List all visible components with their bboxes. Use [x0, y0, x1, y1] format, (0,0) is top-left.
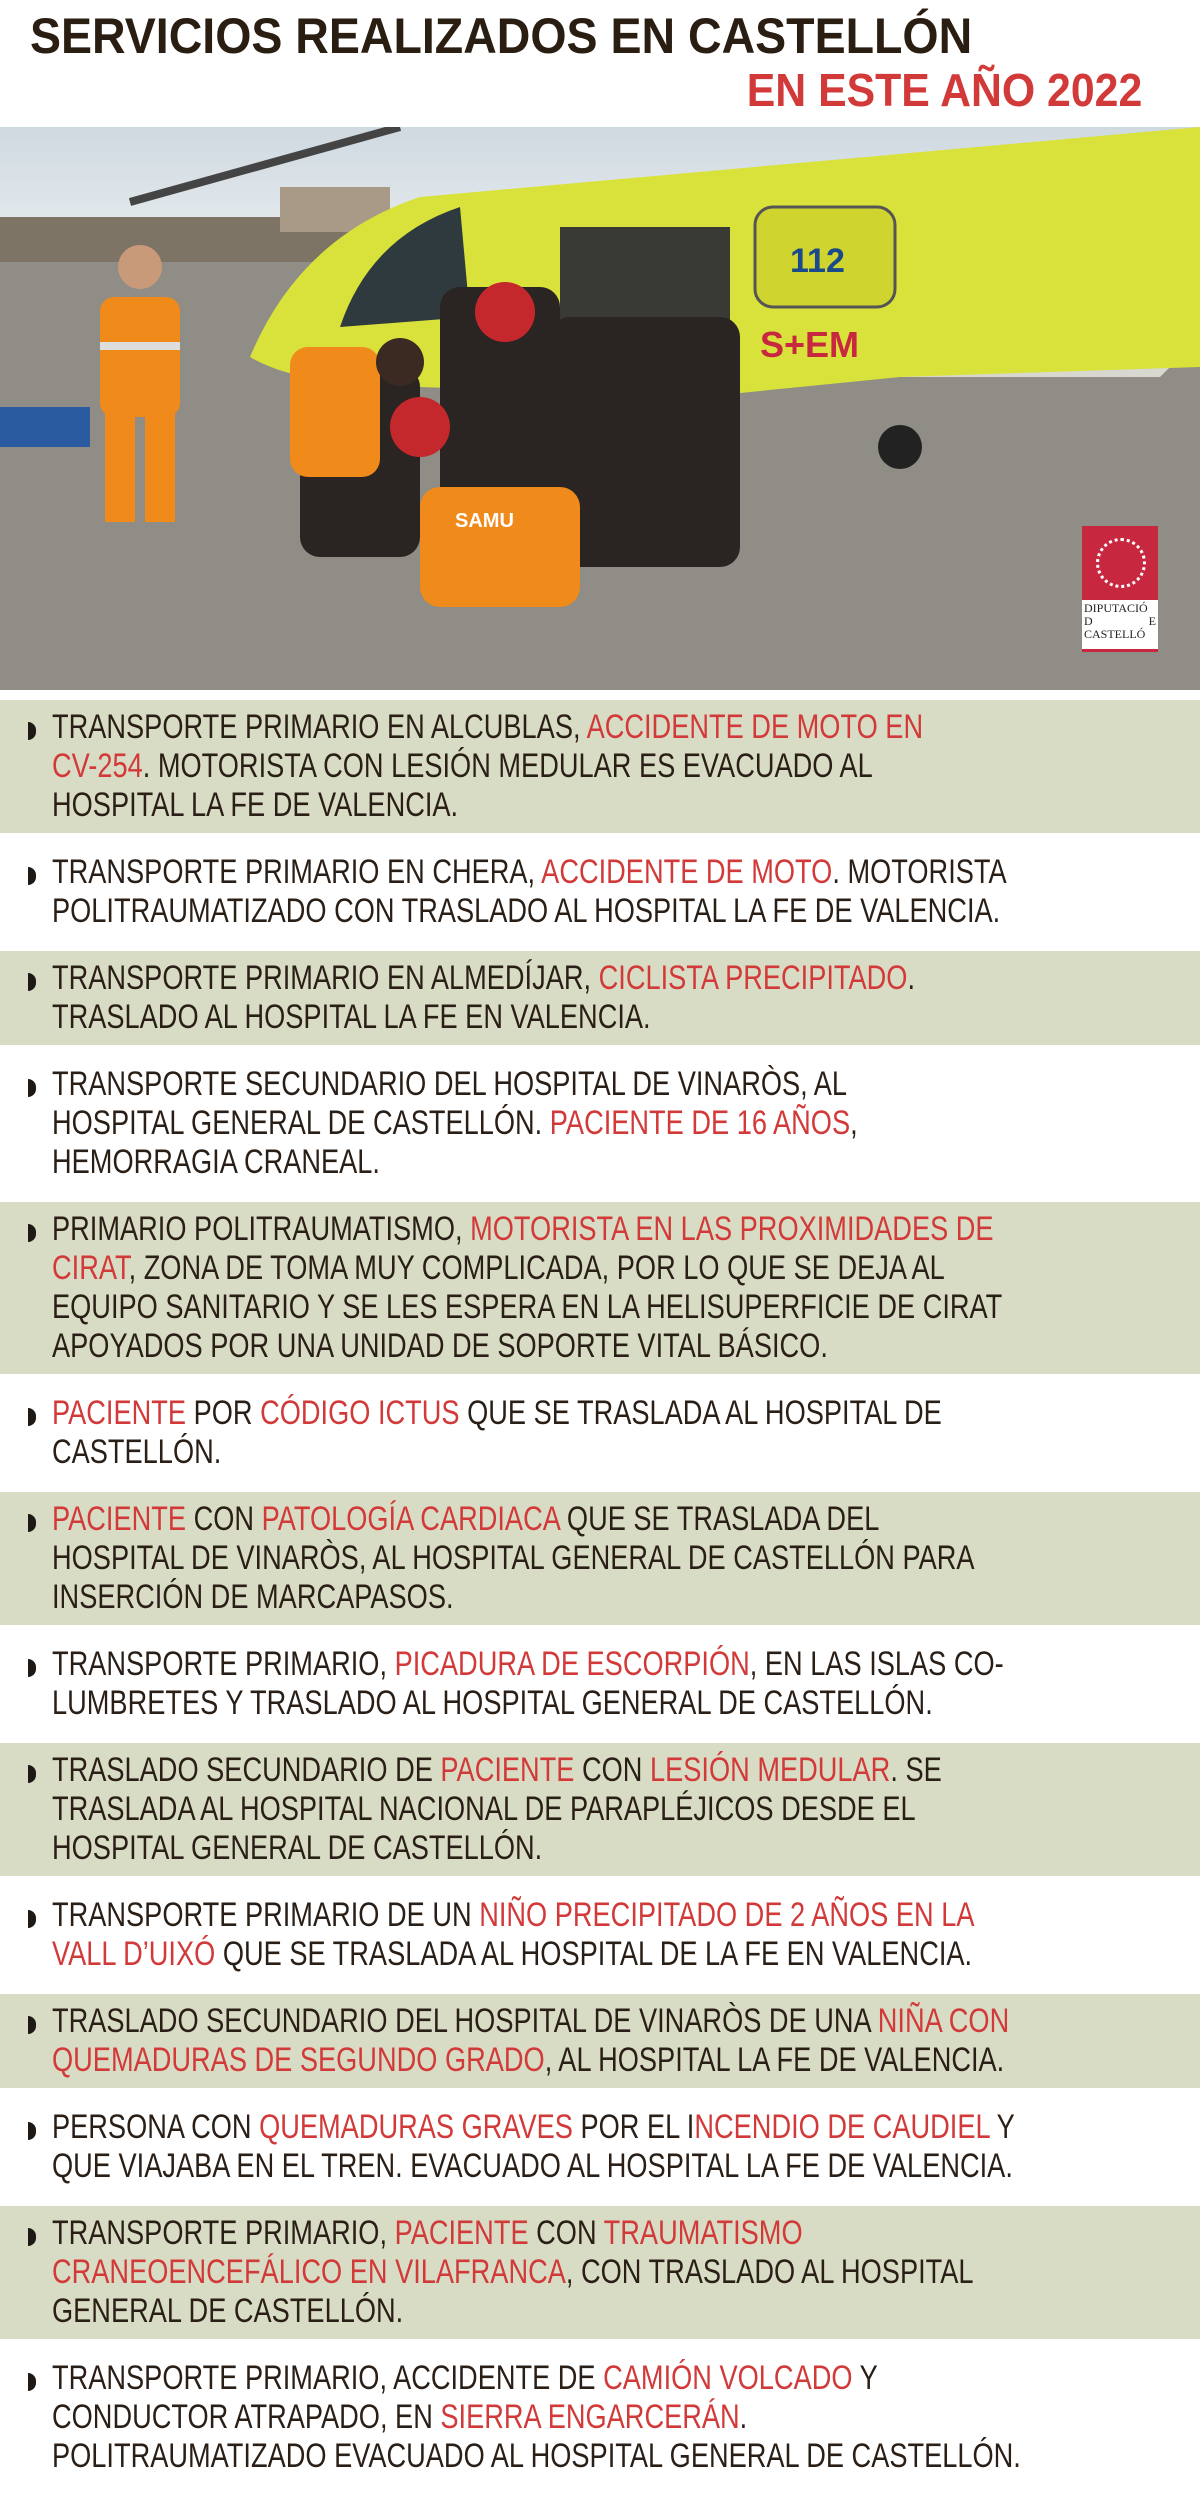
highlighted-text: NIÑO PRECIPITADO DE 2 AÑOS EN LA — [479, 1896, 975, 1934]
text-segment: TRANSPORTE PRIMARIO EN ALCUBLAS, — [52, 708, 587, 746]
bullet-icon — [28, 1514, 36, 1532]
service-item — [0, 845, 1200, 939]
services-list — [0, 700, 1200, 2496]
text-segment: TRANSPORTE PRIMARIO DE UN — [52, 1896, 480, 1934]
highlighted-text: QUEMADURAS GRAVES — [259, 2108, 573, 2146]
text-segment: HEMORRAGIA CRANEAL. — [52, 1143, 380, 1181]
service-text-line — [52, 1327, 970, 1366]
text-segment: CONDUCTOR ATRAPADO, EN — [52, 2398, 441, 2436]
text-segment: APOYADOS POR UNA UNIDAD DE SOPORTE VITAL BÁSICO. — [52, 1327, 828, 1365]
helicopter-label: S+EM — [760, 324, 860, 365]
service-text-line — [52, 1684, 970, 1723]
text-segment: . MOTORISTA — [832, 853, 1007, 891]
text-segment: QUE SE TRASLADA DEL — [559, 1500, 880, 1538]
highlighted-text: NIÑA CON — [877, 2002, 1010, 2040]
bullet-icon — [28, 1079, 36, 1097]
text-segment: CON — [186, 1500, 262, 1538]
service-text-line — [52, 1249, 970, 1288]
text-segment: CON — [528, 2214, 604, 2252]
text-segment: . — [739, 2398, 748, 2436]
text-segment: LUMBRETES Y TRASLADO AL HOSPITAL GENERAL DE CASTELLÓN. — [52, 1684, 933, 1722]
text-segment: TRANSPORTE PRIMARIO, — [52, 2214, 395, 2252]
service-item — [0, 1888, 1200, 1982]
text-segment: PRIMARIO POLITRAUMATISMO, — [52, 1210, 471, 1248]
text-segment: QUE SE TRASLADA AL HOSPITAL DE LA FE EN VALENCIA. — [215, 1935, 973, 1973]
bullet-icon — [28, 1408, 36, 1426]
highlighted-text: CIRAT — [52, 1249, 129, 1287]
service-item — [0, 2206, 1200, 2339]
text-segment: TRANSPORTE PRIMARIO, ACCIDENTE DE — [52, 2359, 604, 2397]
service-text-line — [52, 2398, 970, 2437]
highlighted-text: PATOLOGÍA CARDIACA — [261, 1500, 560, 1538]
text-segment: , — [850, 1104, 858, 1142]
highlighted-text: PACIENTE DE 16 AÑOS — [549, 1104, 851, 1142]
service-text-line — [52, 853, 1007, 892]
service-text-line — [52, 1751, 970, 1790]
service-text-line — [52, 1143, 970, 1182]
logo-text: DIPUTACIÓ D E CASTELLÓ — [1084, 601, 1156, 641]
text-segment: TRASLADA AL HOSPITAL NACIONAL DE PARAPLÉJICOS DESDE EL — [52, 1790, 916, 1828]
service-text-line — [52, 1210, 994, 1249]
text-segment: GENERAL DE CASTELLÓN. — [52, 2292, 404, 2330]
text-segment: TRANSPORTE PRIMARIO EN CHERA, — [52, 853, 542, 891]
text-segment: TRANSPORTE PRIMARIO EN ALMEDÍJAR, — [52, 959, 599, 997]
highlighted-text: PICADURA DE ESCORPIÓN — [394, 1645, 750, 1683]
highlighted-text: VALL D’UIXÓ — [52, 1935, 216, 1973]
highlighted-text: PACIENTE — [52, 1500, 187, 1538]
service-text-line — [52, 1645, 1004, 1684]
text-segment: POR EL I — [572, 2108, 695, 2146]
service-item — [0, 1637, 1200, 1731]
text-segment: , ZONA DE TOMA MUY COMPLICADA, POR LO QUE SE DEJA AL — [128, 1249, 945, 1287]
bullet-icon — [28, 1224, 36, 1242]
service-text-line — [52, 2002, 1010, 2041]
service-text-line — [52, 786, 970, 825]
highlighted-text: NCENDIO DE CAUDIEL — [694, 2108, 990, 2146]
text-segment: , AL HOSPITAL LA FE DE VALENCIA. — [544, 2041, 1005, 2079]
text-segment: CON — [574, 1751, 650, 1789]
text-segment: . — [907, 959, 916, 997]
service-text-line — [52, 747, 970, 786]
bullet-icon — [28, 2016, 36, 2034]
highlighted-text: CICLISTA PRECIPITADO — [598, 959, 908, 997]
highlighted-text: PACIENTE — [394, 2214, 529, 2252]
service-item — [0, 1057, 1200, 1190]
text-segment: HOSPITAL LA FE DE VALENCIA. — [52, 786, 459, 824]
highlighted-text: CV-254 — [52, 747, 143, 785]
highlighted-text: PACIENTE — [440, 1751, 575, 1789]
service-item — [0, 1994, 1200, 2088]
bullet-icon — [28, 867, 36, 885]
service-item — [0, 2351, 1200, 2484]
service-text-line — [52, 1394, 970, 1433]
text-segment: TRASLADO SECUNDARIO DE — [52, 1751, 441, 1789]
text-segment: HOSPITAL DE VINARÒS, AL HOSPITAL GENERAL DE CASTELLÓN PARA — [52, 1539, 975, 1577]
service-item — [0, 1386, 1200, 1480]
service-text-line — [52, 2292, 970, 2331]
logo-emblem — [1082, 526, 1158, 600]
text-segment: PERSONA CON — [52, 2108, 260, 2146]
helicopter-wheel — [878, 425, 922, 469]
highlighted-text: LESIÓN MEDULAR — [650, 1751, 891, 1789]
vest-label: SAMU — [455, 510, 514, 532]
text-segment: . SE — [890, 1751, 942, 1789]
service-text-line — [52, 708, 970, 747]
service-text-line — [52, 1104, 970, 1143]
highlighted-text: MOTORISTA EN LAS PROXIMIDADES DE — [470, 1210, 994, 1248]
bullet-icon — [28, 1659, 36, 1677]
service-text-line — [52, 1065, 970, 1104]
service-text-line — [52, 2214, 970, 2253]
helicopter-rescue-photo — [0, 127, 1200, 690]
text-segment: QUE SE TRASLADA AL HOSPITAL DE — [459, 1394, 942, 1432]
service-text-line — [52, 1578, 970, 1617]
text-segment: Y — [852, 2359, 878, 2397]
text-segment: Y — [989, 2108, 1015, 2146]
service-text-line — [52, 2108, 1015, 2147]
service-text-line — [52, 1539, 975, 1578]
highlighted-text: ACCIDENTE DE MOTO EN — [586, 708, 924, 746]
text-segment: TRASLADO AL HOSPITAL LA FE EN VALENCIA. — [52, 998, 651, 1036]
service-text-line — [52, 1829, 970, 1868]
page-subtitle: EN ESTE AÑO 2022 — [746, 64, 1142, 116]
service-text-line — [52, 998, 970, 1037]
text-segment: HOSPITAL GENERAL DE CASTELLÓN. — [52, 1829, 543, 1867]
diputacio-castello-logo — [1082, 526, 1158, 652]
highlighted-text: QUEMADURAS DE SEGUNDO GRADO — [52, 2041, 545, 2079]
text-segment: EQUIPO SANITARIO Y SE LES ESPERA EN LA HELISUPERFICIE DE CIRAT — [52, 1288, 1003, 1326]
service-text-line — [52, 2359, 970, 2398]
highlighted-text: PACIENTE — [52, 1394, 187, 1432]
bullet-icon — [28, 722, 36, 740]
service-text-line — [52, 1935, 973, 1974]
service-item — [0, 2100, 1200, 2194]
service-text-line — [52, 2437, 1021, 2476]
service-text-line — [52, 959, 970, 998]
bullet-icon — [28, 2228, 36, 2246]
text-segment: QUE VIAJABA EN EL TREN. EVACUADO AL HOSPITAL LA FE DE VALENCIA. — [52, 2147, 1013, 2185]
highlighted-text: ACCIDENTE DE MOTO — [541, 853, 833, 891]
service-item — [0, 1202, 1200, 1374]
service-item — [0, 1743, 1200, 1876]
service-text-line — [52, 2041, 1005, 2080]
service-item — [0, 951, 1200, 1045]
stretcher — [0, 407, 90, 447]
service-text-line — [52, 1433, 970, 1472]
bullet-icon — [28, 2373, 36, 2391]
service-item — [0, 1492, 1200, 1625]
text-segment: CASTELLÓN. — [52, 1433, 222, 1471]
bullet-icon — [28, 1910, 36, 1928]
service-item — [0, 700, 1200, 833]
text-segment: INSERCIÓN DE MARCAPASOS. — [52, 1578, 454, 1616]
bullet-icon — [28, 1765, 36, 1783]
service-text-line — [52, 1790, 970, 1829]
bullet-icon — [28, 2122, 36, 2140]
text-segment: HOSPITAL GENERAL DE CASTELLÓN. — [52, 1104, 550, 1142]
highlighted-text: CRANEOENCEFÁLICO EN VILAFRANCA — [52, 2253, 566, 2291]
service-text-line — [52, 1896, 975, 1935]
service-text-line — [52, 1288, 1003, 1327]
service-text-line — [52, 892, 1001, 931]
highlighted-text: SIERRA ENGARCERÁN — [440, 2398, 740, 2436]
bullet-icon — [28, 973, 36, 991]
text-segment: , EN LAS ISLAS CO- — [749, 1645, 1004, 1683]
service-text-line — [52, 2253, 974, 2292]
text-segment: POLITRAUMATIZADO CON TRASLADO AL HOSPITAL LA FE DE VALENCIA. — [52, 892, 1001, 930]
service-text-line — [52, 1500, 970, 1539]
highlighted-text: CÓDIGO ICTUS — [260, 1394, 460, 1432]
service-text-line — [52, 2147, 1013, 2186]
page-title: SERVICIOS REALIZADOS EN CASTELLÓN — [30, 8, 973, 64]
text-segment: TRASLADO SECUNDARIO DEL HOSPITAL DE VINARÒS DE UNA — [52, 2002, 878, 2040]
highlighted-text: TRAUMATISMO — [603, 2214, 803, 2252]
text-segment: TRANSPORTE PRIMARIO, — [52, 1645, 395, 1683]
badge-text: 112 — [790, 242, 845, 280]
photo-illustration — [0, 127, 1200, 690]
text-segment: POR — [186, 1394, 261, 1432]
text-segment: . MOTORISTA CON LESIÓN MEDULAR ES EVACUADO AL — [142, 747, 873, 785]
highlighted-text: CAMIÓN VOLCADO — [603, 2359, 853, 2397]
text-segment: TRANSPORTE SECUNDARIO DEL HOSPITAL DE VINARÒS, AL — [52, 1065, 848, 1103]
text-segment: POLITRAUMATIZADO EVACUADO AL HOSPITAL GENERAL DE CASTELLÓN. — [52, 2437, 1021, 2475]
text-segment: , CON TRASLADO AL HOSPITAL — [565, 2253, 974, 2291]
